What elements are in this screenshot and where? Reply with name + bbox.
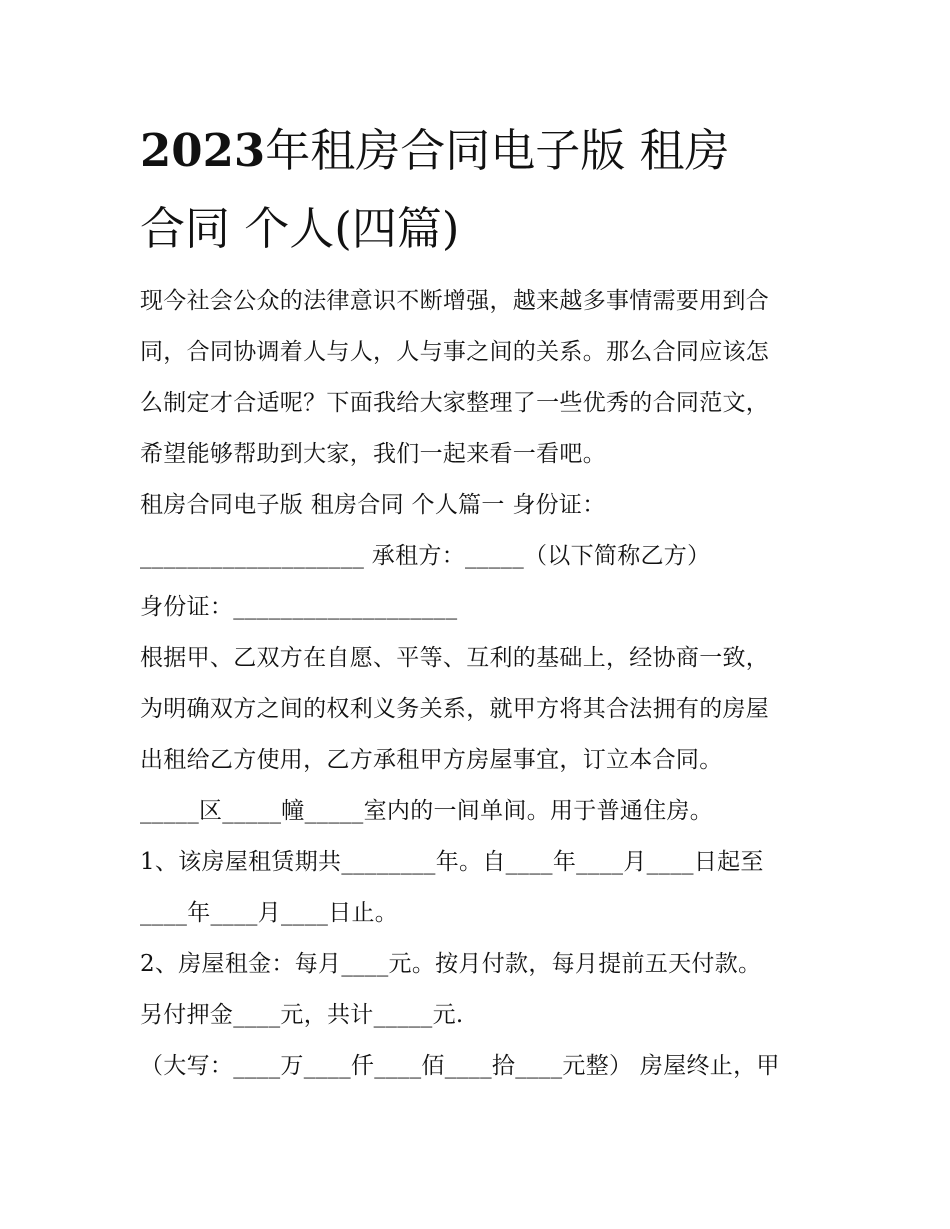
intro-line-2: 同，合同协调着人与人，人与事之间的关系。那么合同应该怎 bbox=[140, 339, 770, 365]
section-heading-line: 租房合同电子版 租房合同 个人篇一 身份证： bbox=[140, 492, 606, 518]
intro-line-4: 希望能够帮助到大家，我们一起来看一看吧。 bbox=[140, 441, 606, 467]
lease-term-line-2: ____年____月____日止。 bbox=[140, 900, 399, 926]
document-title bbox=[140, 112, 820, 268]
agreement-line-1: 根据甲、乙双方在自愿、平等、互利的基础上，经协商一致， bbox=[140, 645, 770, 671]
title-line-2: 合同 个人(四篇) bbox=[140, 202, 460, 255]
agreement-line-2: 为明确双方之间的权利义务关系，就甲方将其合法拥有的房屋 bbox=[140, 696, 770, 722]
lease-term-line-1: 1、该房屋租赁期共________年。自____年____月____日起至 bbox=[140, 849, 764, 875]
amount-uppercase-line: （大写：____万____仟____佰____拾____元整） 房屋终止，甲 bbox=[140, 1053, 780, 1079]
title-line-1 bbox=[140, 112, 820, 190]
intro-line-1: 现今社会公众的法律意识不断增强，越来越多事情需要用到合 bbox=[140, 288, 770, 314]
document-body bbox=[140, 276, 820, 1092]
agreement-line-3: 出租给乙方使用，乙方承租甲方房屋事宜，订立本合同。 bbox=[140, 747, 723, 773]
intro-line-3: 么制定才合适呢？下面我给大家整理了一些优秀的合同范文， bbox=[140, 390, 770, 416]
rent-line: 2、房屋租金：每月____元。按月付款，每月提前五天付款。 bbox=[140, 951, 762, 977]
lessee-line: ___________________ 承租方：_____（以下简称乙方） bbox=[140, 543, 711, 569]
deposit-line: 另付押金____元，共计_____元. bbox=[140, 1002, 464, 1028]
title-year: 2023 bbox=[140, 124, 266, 177]
room-location-line: _____区_____幢_____室内的一间单间。用于普通住房。 bbox=[140, 798, 714, 824]
id-card-line: 身份证：___________________ bbox=[140, 594, 458, 620]
title-line-1-text: 年租房合同电子版 租房 bbox=[265, 124, 730, 177]
